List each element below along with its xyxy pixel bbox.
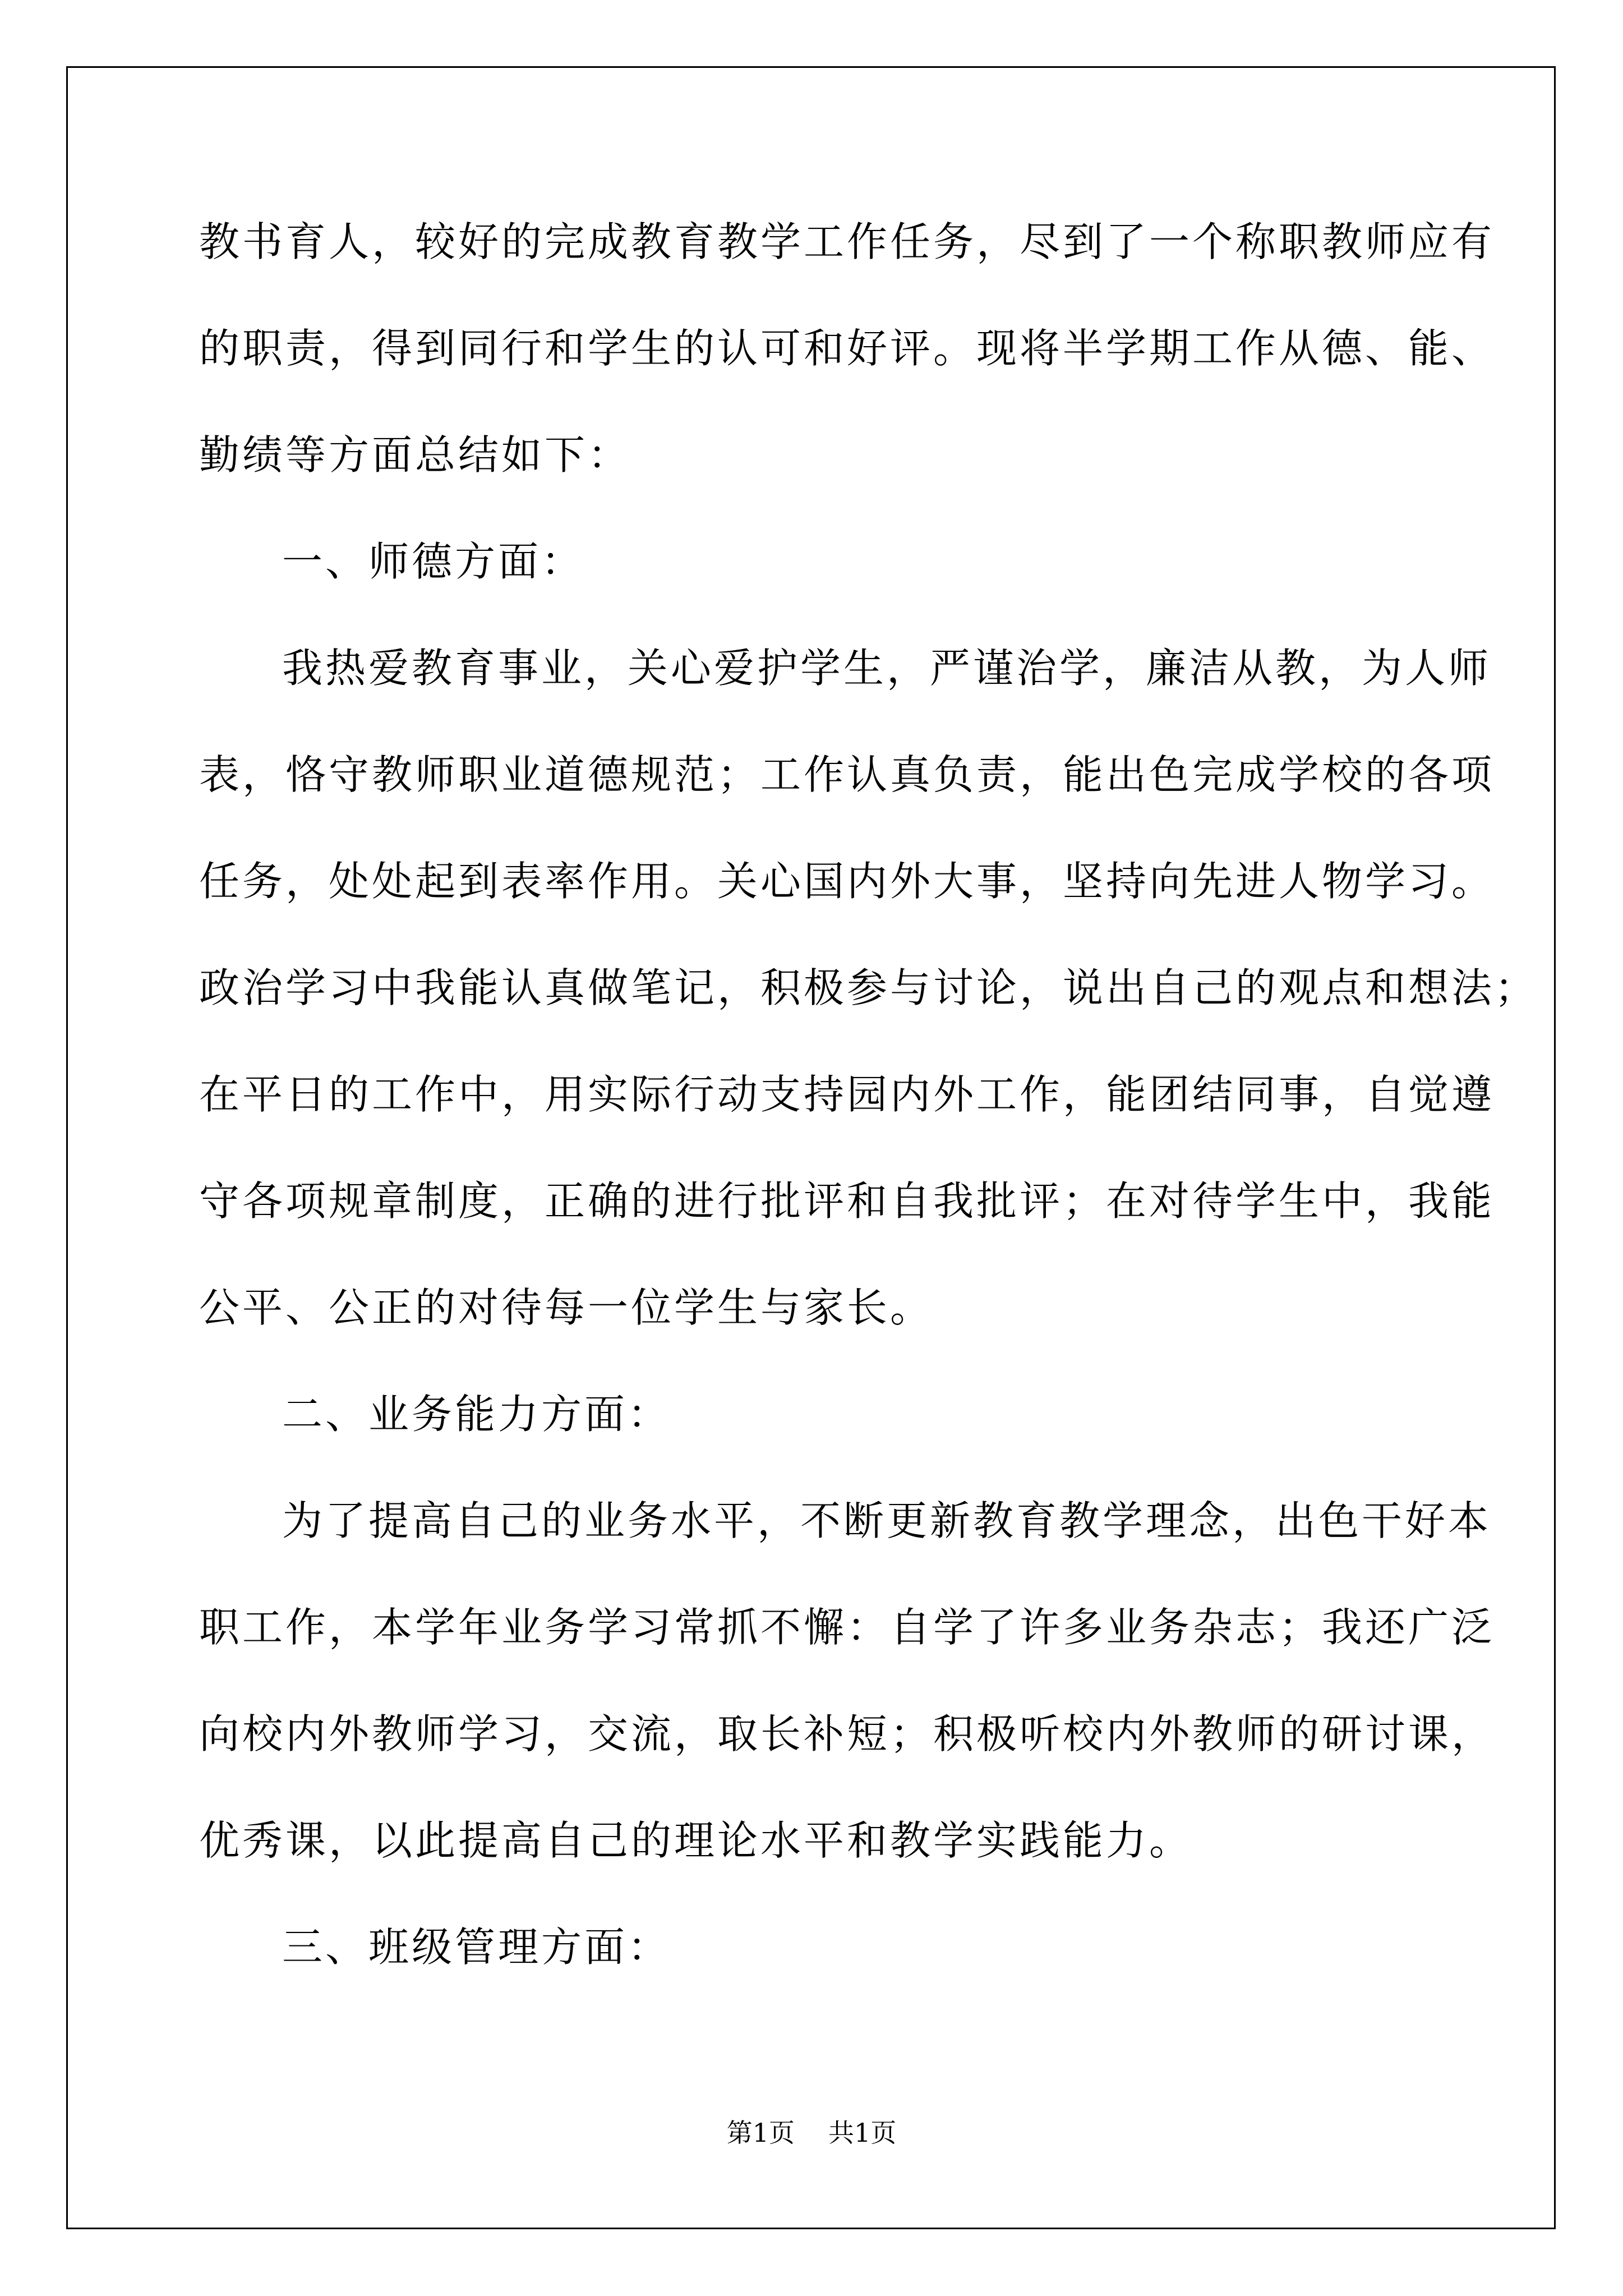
page-number-current: 第1页 xyxy=(726,2118,795,2148)
text-line: 在平日的工作中，用实际行动支持园内外工作，能团结同事，自觉遵 xyxy=(199,1071,1495,1118)
text-line: 任务，处处起到表率作用。关心国内外大事，坚持向先进人物学习。 xyxy=(199,858,1495,905)
page-number-total: 共1页 xyxy=(828,2118,897,2148)
section-heading-class: 三、班级管理方面： xyxy=(282,1924,671,1971)
text-line: 为了提高自己的业务水平，不断更新教育教学理念，出色干好本 xyxy=(282,1497,1492,1544)
text-line: 表，恪守教师职业道德规范；工作认真负责，能出色完成学校的各项 xyxy=(199,751,1495,798)
text-line: 公平、公正的对待每一位学生与家长。 xyxy=(199,1284,934,1331)
text-line: 我热爱教育事业，关心爱护学生，严谨治学，廉洁从教，为人师 xyxy=(282,645,1492,692)
text-line: 向校内外教师学习，交流，取长补短；积极听校内外教师的研讨课， xyxy=(199,1710,1495,1757)
text-line: 优秀课，以此提高自己的理论水平和教学实践能力。 xyxy=(199,1817,1193,1864)
text-line: 勤绩等方面总结如下： xyxy=(199,431,631,478)
section-heading-ethics: 一、师德方面： xyxy=(282,538,585,585)
document-body xyxy=(199,218,1538,2033)
text-line: 政治学习中我能认真做笔记，积极参与讨论，说出自己的观点和想法； xyxy=(199,964,1538,1011)
section-heading-business: 二、业务能力方面： xyxy=(282,1391,671,1438)
text-line: 守各项规章制度，正确的进行批评和自我批评；在对待学生中，我能 xyxy=(199,1177,1495,1225)
text-line: 职工作，本学年业务学习常抓不懈：自学了许多业务杂志；我还广泛 xyxy=(199,1604,1495,1651)
text-line: 教书育人，较好的完成教育教学工作任务，尽到了一个称职教师应有 xyxy=(199,218,1495,265)
page-footer xyxy=(0,2119,1623,2147)
text-line: 的职责，得到同行和学生的认可和好评。现将半学期工作从德、能、 xyxy=(199,325,1495,372)
